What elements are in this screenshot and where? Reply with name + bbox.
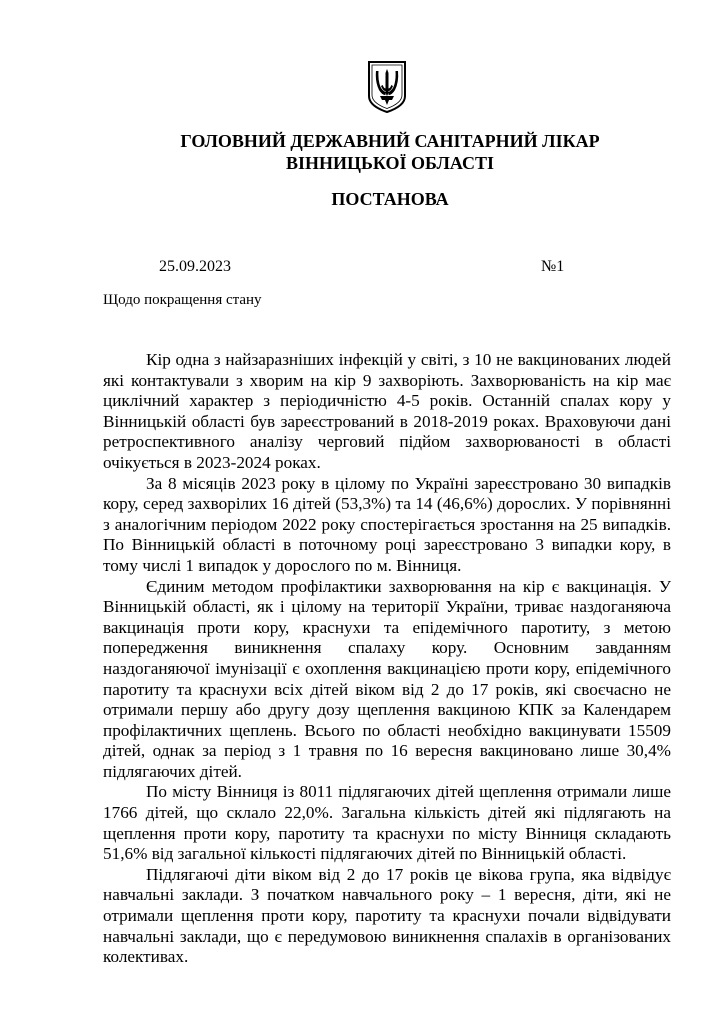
- trident-coat-of-arms-icon: [367, 60, 407, 114]
- authority-title-line1: ГОЛОВНИЙ ДЕРЖАВНИЙ САНІТАРНИЙ ЛІКАР: [180, 131, 600, 151]
- body-paragraph: За 8 місяців 2023 року в цілому по Україні зареєстровано 30 випадків кору, серед захворілих 16 дітей (53,3%) та 14 (46,6%) дорослих. У порівнянні з аналогічним періодом 2022 року спостерігається зростання на 25 випадків. По Вінницькій області в поточному році зареєстровано 3 випадки кору, в тому числі 1 випадок у дорослого по м. Вінниця.: [103, 473, 671, 575]
- document-type-title: ПОСТАНОВА: [331, 189, 449, 209]
- authority-title-line2: ВІННИЦЬКОЇ ОБЛАСТІ: [285, 153, 494, 173]
- document-number: №1: [541, 258, 565, 275]
- document-body: [103, 350, 671, 968]
- document-subject: Щодо покращення стану: [103, 292, 262, 308]
- document-date: 25.09.2023: [159, 258, 231, 275]
- body-paragraph: Кір одна з найзаразніших інфекцій у світі, з 10 не вакцинованих людей які контактували з хворим на кір 9 захворіють. Захворюваність на кір має циклічний характер з періодичністю 4-5 років. Останній спалах кору у Вінницькій області був зареєстрований в 2018-2019 роках. Враховуючи дані ретроспективного аналізу черговий підйом захворюваності в області очікується в 2023-2024 роках.: [103, 350, 671, 472]
- body-paragraph: Підлягаючі діти віком від 2 до 17 років це вікова група, яка відвідує навчальні заклади. З початком навчального року – 1 вересня, діти, які не отримали щеплення проти кору, паротиту та краснухи почали відвідувати навчальні заклади, що є передумовою виникнення спалахів в організованих колективах.: [103, 864, 671, 967]
- body-paragraph: По місту Вінниця із 8011 підлягаючих дітей щеплення отримали лише 1766 дітей, що склало 22,0%. Загальна кількість дітей які підлягають на щеплення проти кору, паротиту та краснухи по місту Вінниця складають 51,6% від загальної кількості підлягаючих дітей по Вінницькій області.: [103, 782, 671, 864]
- body-paragraph: Єдиним методом профілактики захворювання на кір є вакцинація. У Вінницькій області, як і цілому на території України, триває наздоганяюча вакцинація проти кору, краснухи та епідемічного паротиту, з метою попередження виникнення спалаху кору. Основним завданням наздоганяючої імунізації є охоплення вакцинацією проти кору, епідемічного паротиту та краснухи всіх дітей віком від 2 до 17 років, які своєчасно не отримали першу або другу дозу щеплення вакциною КПК за Календарем профілактичних щеплень. Всього по області необхідно вакцинувати 15509 дітей, однак за період з 1 травня по 16 вересня вакциновано лише 30,4% підлягаючих дітей.: [103, 576, 671, 781]
